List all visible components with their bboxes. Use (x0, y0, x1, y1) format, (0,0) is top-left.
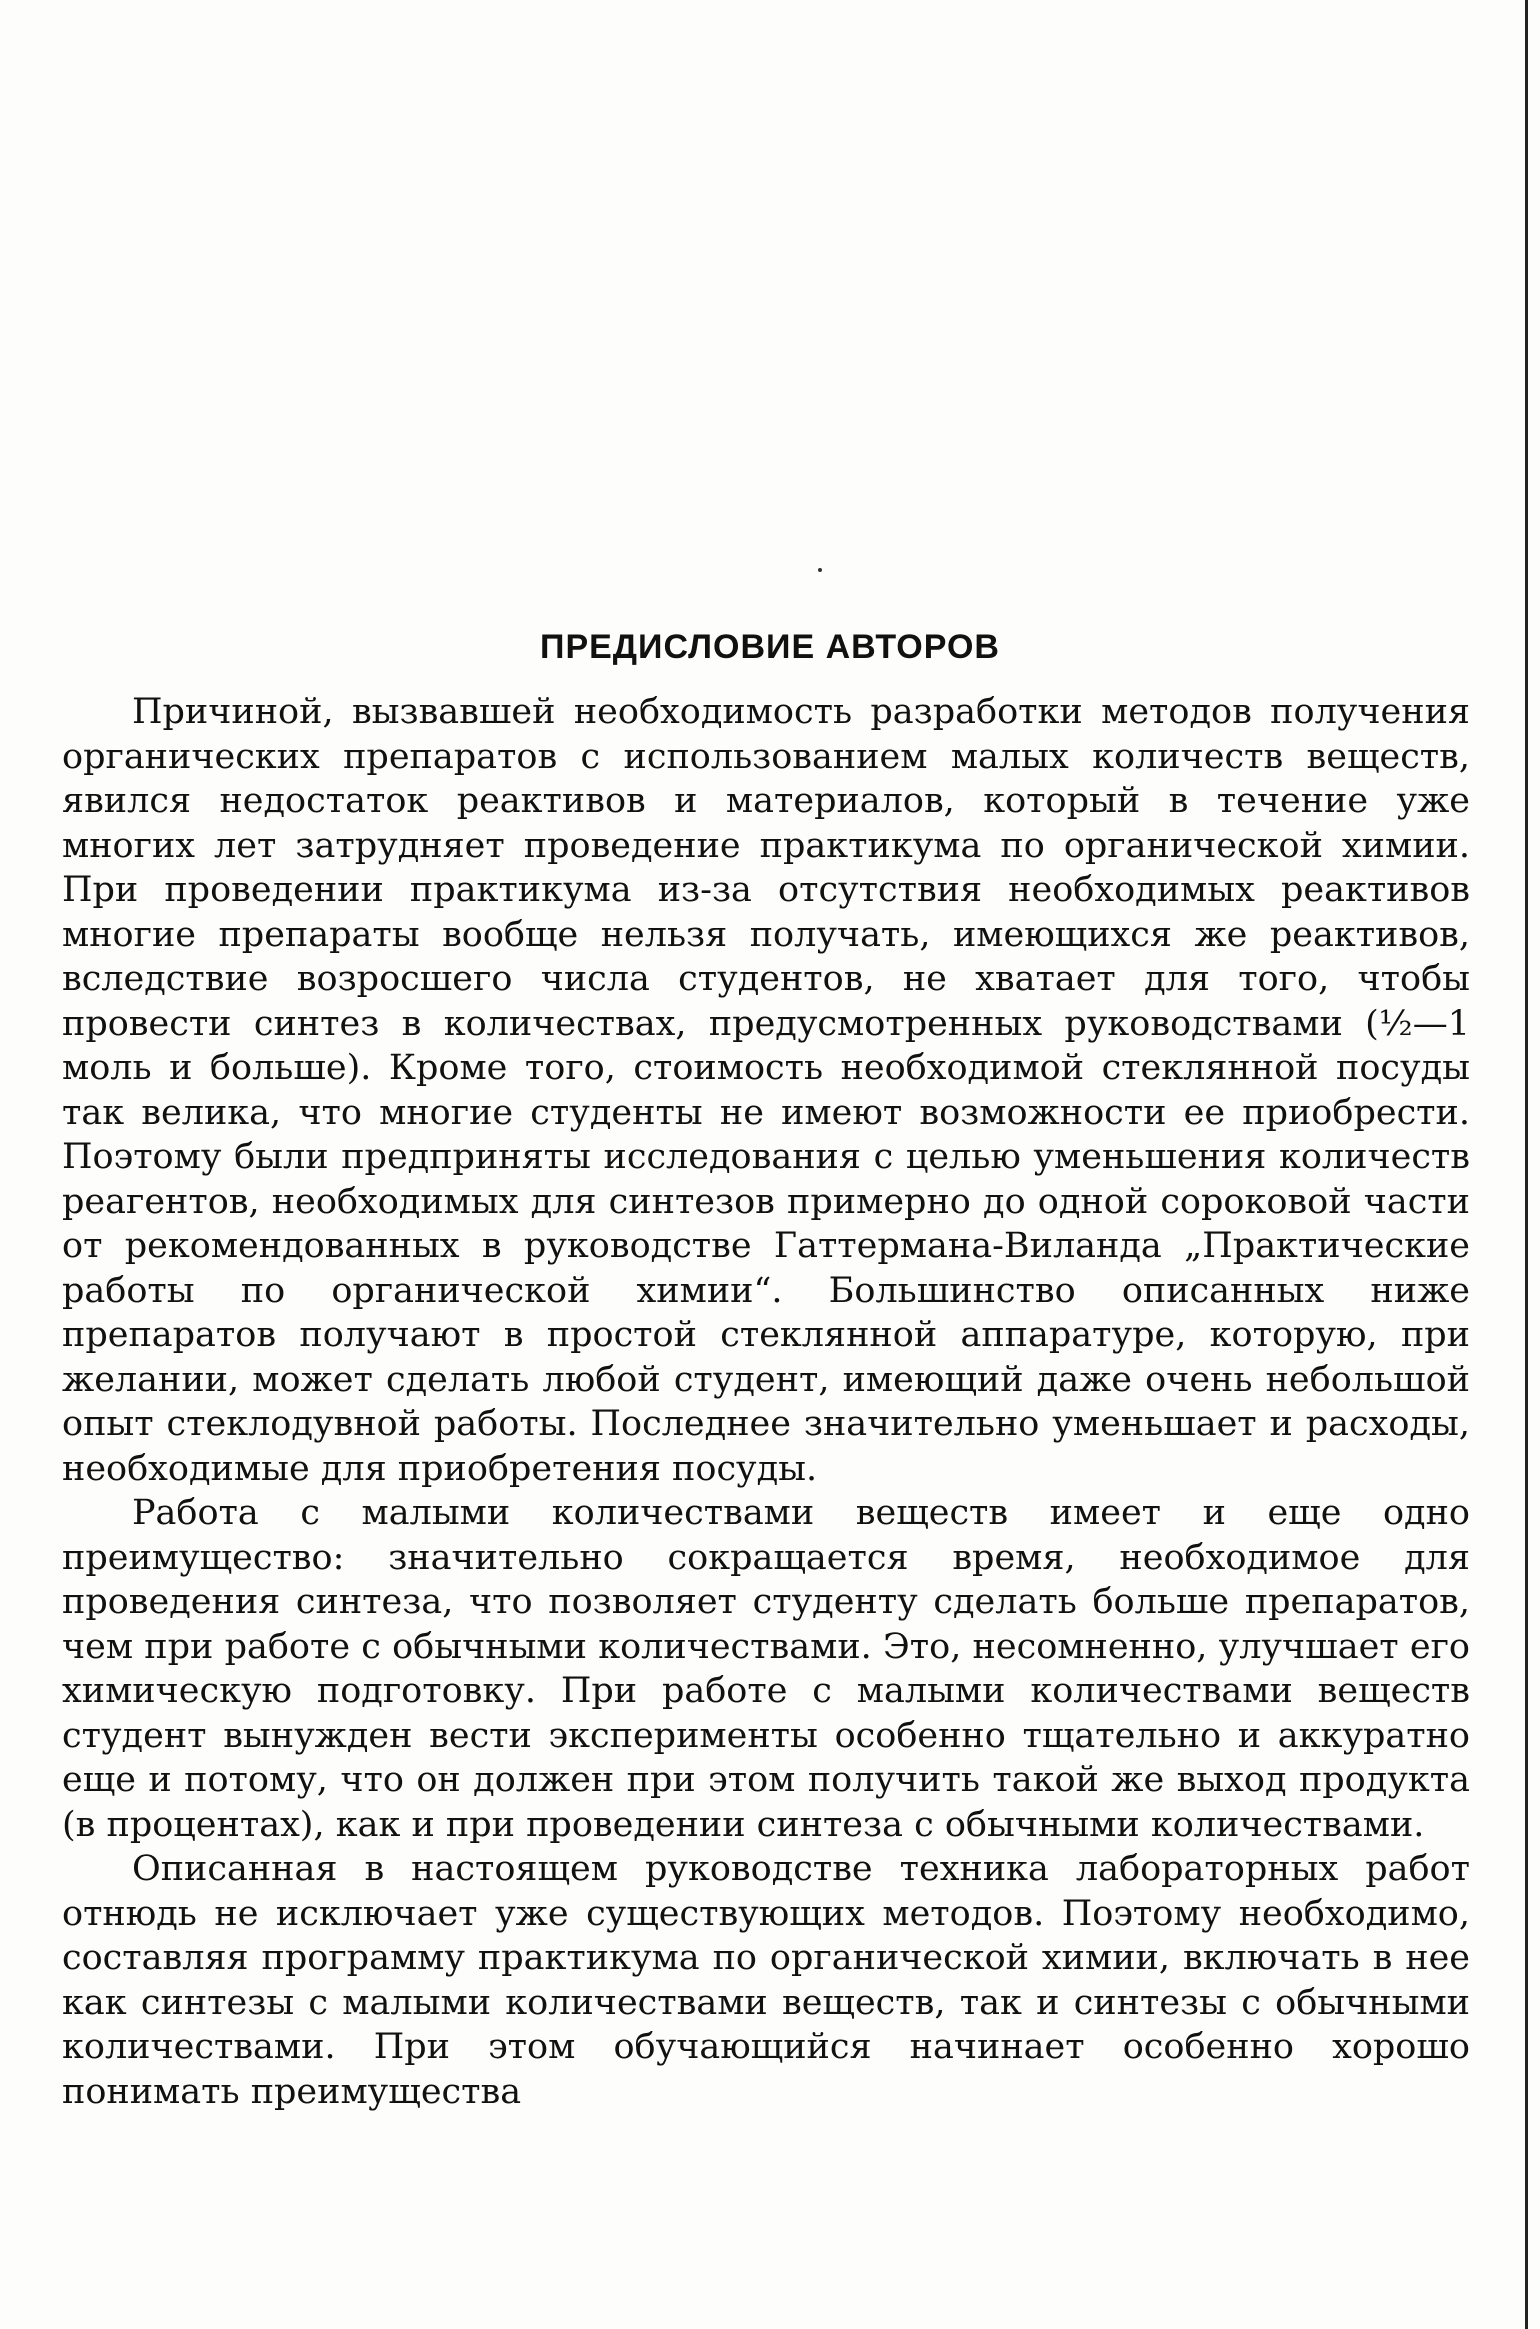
paragraph-1: Причиной, вызвавшей необходимость разработки методов получения органических препаратов с использованием малых количеств веществ, явился недостаток реактивов и материалов, который в течение уже многих лет затрудняет проведение практикума по органической химии. При проведении практикума из-за отсутствия необходимых реактивов многие препараты вообще нельзя получать, имеющихся же реактивов, вследствие возросшего числа студентов, не хватает для того, чтобы провести синтез в количествах, предусмотренных руководствами (½—1 моль и больше). Кроме того, стоимость необходимой стеклянной посуды так велика, что многие студенты не имеют возможности ее приобрести. Поэтому были предприняты исследования с целью уменьшения количеств реагентов, необходимых для синтезов примерно до одной сороковой части от рекомендованных в руководстве Гаттермана-Виланда „Практические работы по органической химии“. Большинство описанных ниже препаратов получают в простой стеклянной аппаратуре, которую, при желании, может сделать любой студент, имеющий даже очень небольшой опыт стеклодувной работы. Последнее значительно уменьшает и расходы, необходимые для приобретения посуды. (62, 692, 1470, 1489)
paragraph-2: Работа с малыми количествами веществ имеет и еще одно преимущество: значительно сокращается время, необходимое для проведения синтеза, что позволяет студенту сделать больше препаратов, чем при работе с обычными количествами. Это, несомненно, улучшает его химическую подготовку. При работе с малыми количествами веществ студент вынужден вести эксперименты особенно тщательно и аккуратно еще и потому, что он должен при этом получить такой же выход продукта (в процентах), как и при проведении синтеза с обычными количествами. (62, 1493, 1470, 1845)
section-heading: ПРЕДИСЛОВИЕ АВТОРОВ (540, 628, 1000, 666)
paragraph-3: Описанная в настоящем руководстве техника лабораторных работ отнюдь не исключает уже существующих методов. Поэтому необходимо, составляя программу практикума по органической химии, включать в нее как синтезы с малыми количествами веществ, так и синтезы с обычными количествами. При этом обучающийся начинает особенно хорошо понимать преимущества (62, 1849, 1470, 2112)
page-edge-border (1525, 0, 1528, 2329)
body-text (62, 690, 1470, 2114)
print-speck (818, 568, 822, 572)
